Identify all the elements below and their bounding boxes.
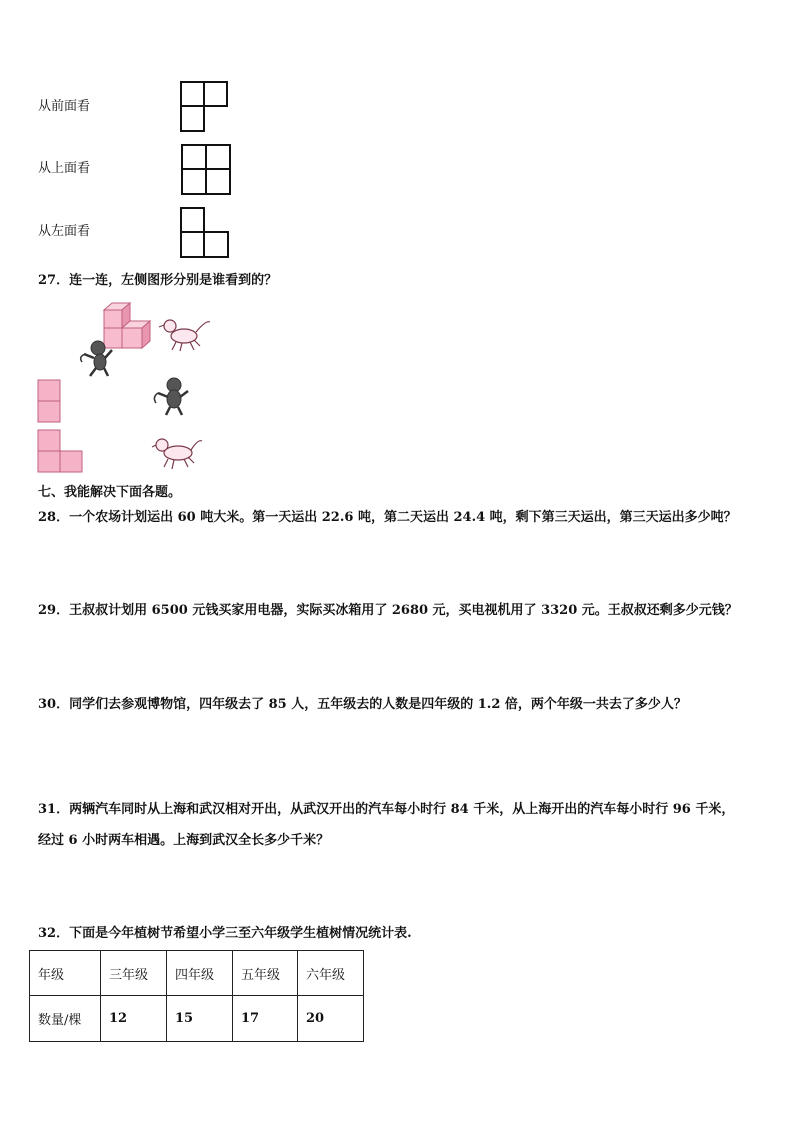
cube-stack-illustration	[74, 298, 214, 378]
view-label-top: 从上面看	[38, 161, 91, 176]
view-label-front: 从前面看	[38, 99, 91, 114]
question-31-line-2: 经过 6 小时两车相遇。上海到武汉全长多少千米？	[38, 833, 330, 848]
monkey-figure	[150, 375, 194, 417]
table-cell: 17	[233, 996, 298, 1042]
tree-planting-table	[29, 950, 364, 1042]
table-cell: 20	[298, 996, 364, 1042]
shape-vertical-two	[37, 379, 63, 425]
table-header-cell: 三年级	[101, 951, 167, 996]
front-view-drawing	[179, 80, 229, 134]
question-31-line-1: 31．两辆汽车同时从上海和武汉相对开出，从武汉开出的汽车每小时行 84 千米，从上海开出的汽车每小时行 96 千米，	[38, 802, 735, 817]
table-header-cell: 年级	[30, 951, 101, 996]
table-header-cell: 四年级	[167, 951, 233, 996]
table-cell: 数量/棵	[30, 996, 101, 1042]
table-header-cell: 六年级	[298, 951, 364, 996]
section-7-title: 七、我能解决下面各题。	[38, 485, 182, 500]
question-27: 27．连一连，左侧图形分别是谁看到的？	[38, 273, 278, 288]
dog-figure	[150, 433, 204, 473]
question-28: 28．一个农场计划运出 60 吨大米。第一天运出 22.6 吨，第二天运出 24.4 吨，剩下第三天运出，第三天运出多少吨？	[38, 510, 737, 525]
table-cell: 15	[167, 996, 233, 1042]
table-cell: 12	[101, 996, 167, 1042]
table-header-row	[30, 951, 364, 996]
top-view-drawing	[180, 143, 232, 197]
question-30: 30．同学们去参观博物馆，四年级去了 85 人，五年级去的人数是四年级的 1.2 倍，两个年级一共去了多少人？	[38, 697, 687, 712]
dog-figure-top	[159, 320, 210, 351]
question-29: 29．王叔叔计划用 6500 元钱买家用电器，实际买冰箱用了 2680 元，买电视机用了 3320 元。王叔叔还剩多少元钱？	[38, 603, 738, 618]
table-row	[30, 996, 364, 1042]
shape-l-three	[37, 429, 85, 475]
table-header-cell: 五年级	[233, 951, 298, 996]
question-32: 32．下面是今年植树节希望小学三至六年级学生植树情况统计表.	[38, 926, 412, 941]
left-view-drawing	[179, 206, 231, 260]
view-label-left: 从左面看	[38, 224, 91, 239]
